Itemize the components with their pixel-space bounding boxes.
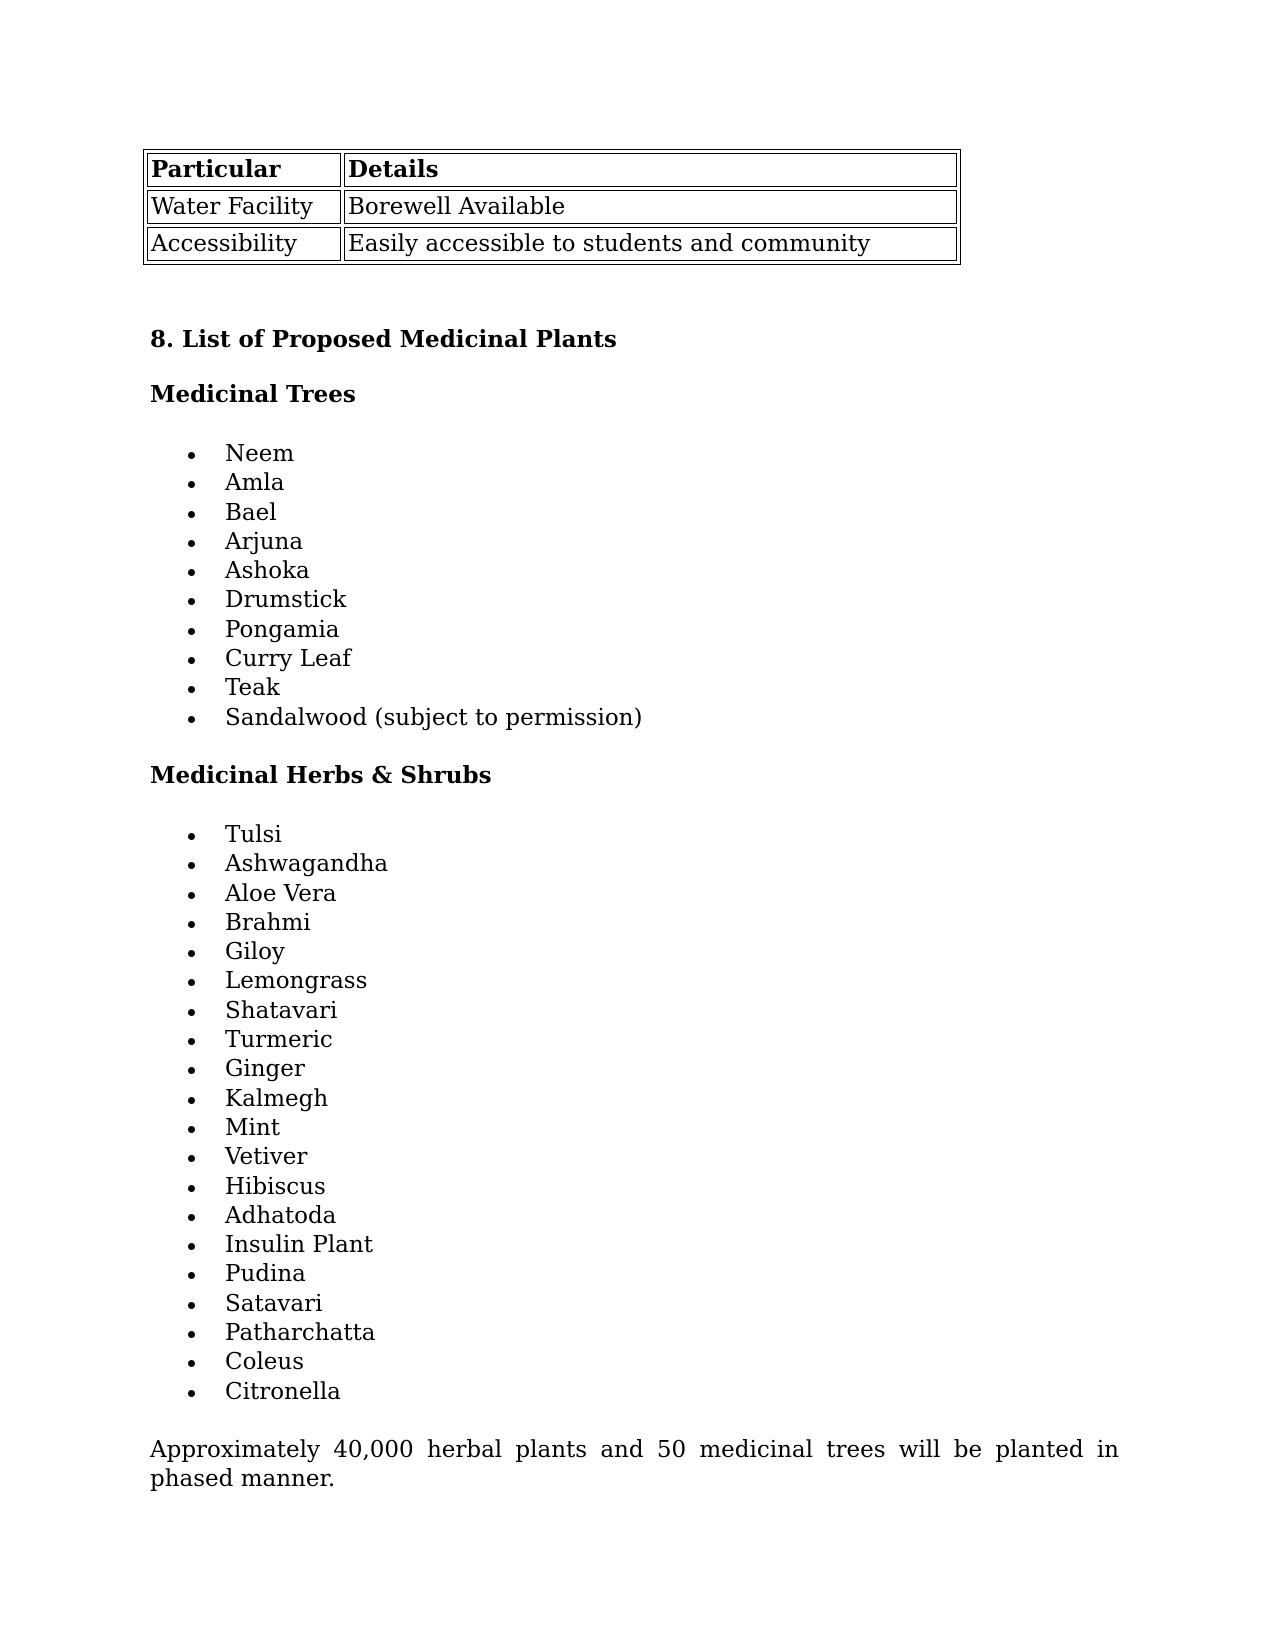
list-item: [150, 586, 642, 615]
list-item-label: Pongamia: [225, 616, 340, 643]
bullet-icon: [188, 511, 195, 518]
table-row: [147, 190, 957, 224]
trees-heading: Medicinal Trees: [150, 381, 356, 408]
bullet-icon: [188, 1185, 195, 1192]
list-item-label: Curry Leaf: [225, 646, 351, 673]
list-item-label: Insulin Plant: [225, 1232, 373, 1259]
bullet-icon: [188, 1126, 195, 1133]
list-item: [150, 821, 388, 850]
list-item: [150, 499, 642, 528]
list-item: [150, 1085, 388, 1114]
bullet-icon: [188, 979, 195, 986]
list-item-label: Tulsi: [225, 822, 282, 848]
bullet-icon: [188, 950, 195, 957]
list-item: [150, 1143, 388, 1172]
list-item: [150, 1114, 388, 1143]
list-item-label: Turmeric: [225, 1027, 333, 1054]
list-item-label: Coleus: [225, 1349, 305, 1376]
table-header-particular: Particular: [147, 153, 341, 187]
table-cell-details: Easily accessible to students and community: [344, 227, 957, 261]
bullet-icon: [188, 892, 195, 899]
trees-list: [150, 440, 642, 733]
list-item-label: Brahmi: [225, 909, 311, 936]
list-item: [150, 1290, 388, 1319]
list-item-label: Giloy: [225, 939, 285, 966]
list-item: [150, 674, 642, 703]
bullet-icon: [188, 1390, 195, 1397]
bullet-icon: [188, 716, 195, 723]
bullet-icon: [188, 1038, 195, 1045]
bullet-icon: [188, 921, 195, 928]
list-item: [150, 967, 388, 996]
bullet-icon: [188, 1360, 195, 1367]
list-item-label: Bael: [225, 499, 277, 526]
bullet-icon: [188, 1243, 195, 1250]
closing-paragraph: Approximately 40,000 herbal plants and 50 medicinal trees will be planted in phased manner.: [150, 1437, 1119, 1492]
list-item: [150, 616, 642, 645]
list-item: [150, 469, 642, 498]
list-item: [150, 557, 642, 586]
list-item-label: Citronella: [225, 1378, 341, 1405]
list-item-label: Patharchatta: [225, 1320, 376, 1347]
list-item-label: Aloe Vera: [225, 880, 337, 907]
list-item-label: Ginger: [225, 1056, 305, 1083]
list-item: [150, 440, 642, 469]
list-item: [150, 1378, 388, 1407]
list-item-label: Kalmegh: [225, 1085, 329, 1112]
list-item: [150, 1202, 388, 1231]
list-item: [150, 528, 642, 557]
list-item: [150, 1231, 388, 1260]
list-item-label: Amla: [225, 470, 285, 497]
list-item: [150, 1319, 388, 1348]
section-title: 8. List of Proposed Medicinal Plants: [150, 326, 617, 353]
list-item: [150, 850, 388, 879]
bullet-icon: [188, 833, 195, 840]
bullet-icon: [188, 481, 195, 488]
table-cell-particular: Water Facility: [147, 190, 341, 224]
list-item-label: Vetiver: [225, 1144, 308, 1171]
bullet-icon: [188, 1067, 195, 1074]
list-item-label: Hibiscus: [225, 1173, 326, 1200]
bullet-icon: [188, 1009, 195, 1016]
table-header-row: [147, 153, 957, 187]
list-item: [150, 1026, 388, 1055]
list-item: [150, 704, 642, 733]
list-item-label: Pudina: [225, 1261, 306, 1288]
list-item-label: Ashwagandha: [225, 851, 389, 878]
list-item-label: Shatavari: [225, 997, 338, 1024]
table-header-details: Details: [344, 153, 957, 187]
list-item: [150, 909, 388, 938]
bullet-icon: [188, 1272, 195, 1279]
table-cell-details: Borewell Available: [344, 190, 957, 224]
list-item: [150, 938, 388, 967]
bullet-icon: [188, 598, 195, 605]
bullet-icon: [188, 452, 195, 459]
site-details-table: [143, 149, 961, 265]
bullet-icon: [188, 628, 195, 635]
list-item-label: Ashoka: [225, 558, 310, 585]
bullet-icon: [188, 540, 195, 547]
bullet-icon: [188, 1097, 195, 1104]
herbs-heading: Medicinal Herbs & Shrubs: [150, 762, 492, 789]
list-item: [150, 1173, 388, 1202]
table-row: [147, 227, 957, 261]
bullet-icon: [188, 862, 195, 869]
list-item: [150, 880, 388, 909]
list-item: [150, 997, 388, 1026]
list-item-label: Drumstick: [225, 587, 347, 614]
list-item: [150, 645, 642, 674]
bullet-icon: [188, 1155, 195, 1162]
bullet-icon: [188, 569, 195, 576]
list-item: [150, 1260, 388, 1289]
bullet-icon: [188, 657, 195, 664]
bullet-icon: [188, 686, 195, 693]
list-item-label: Mint: [225, 1114, 280, 1141]
list-item-label: Arjuna: [225, 528, 304, 555]
list-item-label: Sandalwood (subject to permission): [225, 704, 643, 731]
list-item-label: Lemongrass: [225, 968, 368, 995]
list-item-label: Satavari: [225, 1290, 323, 1317]
herbs-list: [150, 821, 388, 1407]
bullet-icon: [188, 1331, 195, 1338]
list-item-label: Teak: [225, 675, 280, 702]
list-item: [150, 1055, 388, 1084]
list-item: [150, 1348, 388, 1377]
list-item-label: Adhatoda: [225, 1202, 337, 1229]
table-cell-particular: Accessibility: [147, 227, 341, 261]
bullet-icon: [188, 1302, 195, 1309]
list-item-label: Neem: [225, 441, 295, 467]
bullet-icon: [188, 1214, 195, 1221]
